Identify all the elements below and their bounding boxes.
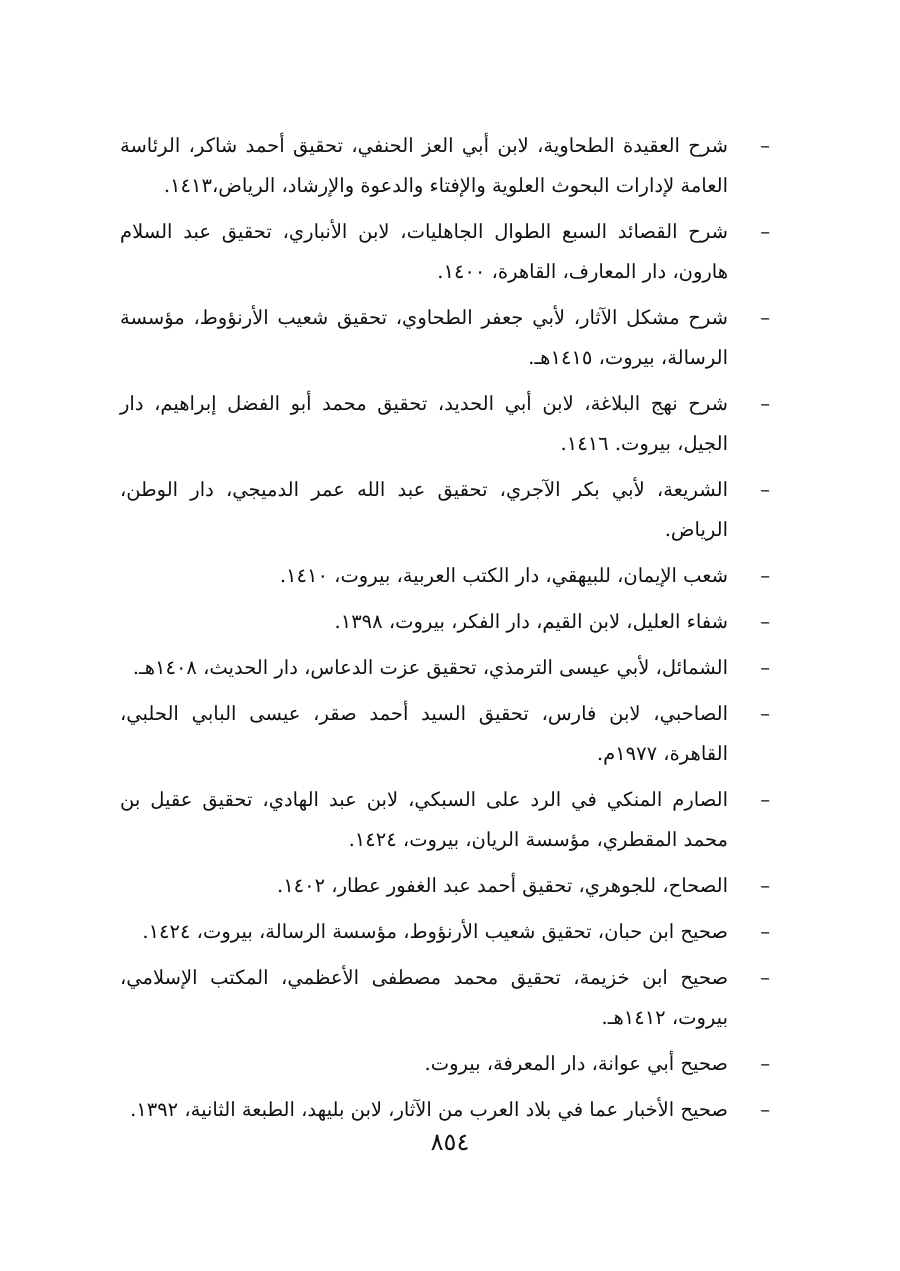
- reference-text: الصاحبي، لابن فارس، تحقيق السيد أحمد صقر، عيسى البابي الحلبي، القاهرة، ١٩٧٧م.: [120, 702, 728, 765]
- reference-text: صحيح ابن حبان، تحقيق شعيب الأرنؤوط، مؤسسة الرسالة، بيروت، ١٤٢٤.: [142, 920, 728, 943]
- reference-entry: [120, 694, 770, 774]
- dash-bullet: –: [760, 306, 770, 329]
- dash-bullet: –: [760, 966, 770, 989]
- dash-bullet: –: [760, 610, 770, 633]
- reference-entry: [120, 1044, 770, 1084]
- reference-text: شرح القصائد السبع الطوال الجاهليات، لابن الأنباري، تحقيق عبد السلام هارون، دار المعارف، القاهرة، ١٤٠٠.: [120, 220, 728, 283]
- reference-text: الشمائل، لأبي عيسى الترمذي، تحقيق عزت الدعاس، دار الحديث، ١٤٠٨هـ.: [132, 656, 728, 679]
- dash-bullet: –: [760, 134, 770, 157]
- page-number: ٨٥٤: [430, 1128, 470, 1156]
- reference-text: صحيح الأخبار عما في بلاد العرب من الآثار، لابن بليهد، الطبعة الثانية، ١٣٩٢.: [130, 1098, 728, 1121]
- dash-bullet: –: [760, 656, 770, 679]
- reference-text: الصحاح، للجوهري، تحقيق أحمد عبد الغفور عطار، ١٤٠٢.: [276, 874, 728, 897]
- dash-bullet: –: [760, 220, 770, 243]
- reference-text: شفاء العليل، لابن القيم، دار الفكر، بيروت، ١٣٩٨.: [334, 610, 728, 633]
- reference-entry: [120, 958, 770, 1038]
- reference-entry: [120, 602, 770, 642]
- reference-entry: [120, 384, 770, 464]
- reference-text: شعب الإيمان، للبيهقي، دار الكتب العربية، بيروت، ١٤١٠.: [279, 564, 728, 587]
- dash-bullet: –: [760, 788, 770, 811]
- reference-text: شرح العقيدة الطحاوية، لابن أبي العز الحنفي، تحقيق أحمد شاكر، الرئاسة العامة لإدارات البحوث العلوية والإفتاء والدعوة والإرشاد، الرياض،١٤١٣.: [120, 134, 728, 197]
- reference-entry: [120, 648, 770, 688]
- reference-entry: [120, 470, 770, 550]
- reference-text: الصارم المنكي في الرد على السبكي، لابن عبد الهادي، تحقيق عقيل بن محمد المقطري، مؤسسة الريان، بيروت، ١٤٢٤.: [120, 788, 728, 851]
- dash-bullet: –: [760, 920, 770, 943]
- reference-entry: [120, 298, 770, 378]
- reference-entry: [120, 556, 770, 596]
- reference-entry: [120, 780, 770, 860]
- reference-text: صحيح ابن خزيمة، تحقيق محمد مصطفى الأعظمي، المكتب الإسلامي، بيروت، ١٤١٢هـ.: [120, 966, 728, 1029]
- dash-bullet: –: [760, 1098, 770, 1121]
- reference-entry: [120, 212, 770, 292]
- reference-entry: [120, 1090, 770, 1130]
- dash-bullet: –: [760, 702, 770, 725]
- reference-entry: [120, 126, 770, 206]
- reference-entry: [120, 912, 770, 952]
- dash-bullet: –: [760, 392, 770, 415]
- reference-text: شرح مشكل الآثار، لأبي جعفر الطحاوي، تحقيق شعيب الأرنؤوط، مؤسسة الرسالة، بيروت، ١٤١٥هـ.: [120, 306, 728, 369]
- reference-text: صحيح أبي عوانة، دار المعرفة، بيروت.: [424, 1052, 728, 1075]
- dash-bullet: –: [760, 478, 770, 501]
- dash-bullet: –: [760, 1052, 770, 1075]
- reference-text: شرح نهج البلاغة، لابن أبي الحديد، تحقيق محمد أبو الفضل إبراهيم، دار الجيل، بيروت. ١٤١٦.: [120, 392, 728, 455]
- bibliography-list: [120, 126, 770, 1136]
- dash-bullet: –: [760, 874, 770, 897]
- reference-entry: [120, 866, 770, 906]
- dash-bullet: –: [760, 564, 770, 587]
- reference-text: الشريعة، لأبي بكر الآجري، تحقيق عبد الله عمر الدميجي، دار الوطن، الرياض.: [120, 478, 728, 541]
